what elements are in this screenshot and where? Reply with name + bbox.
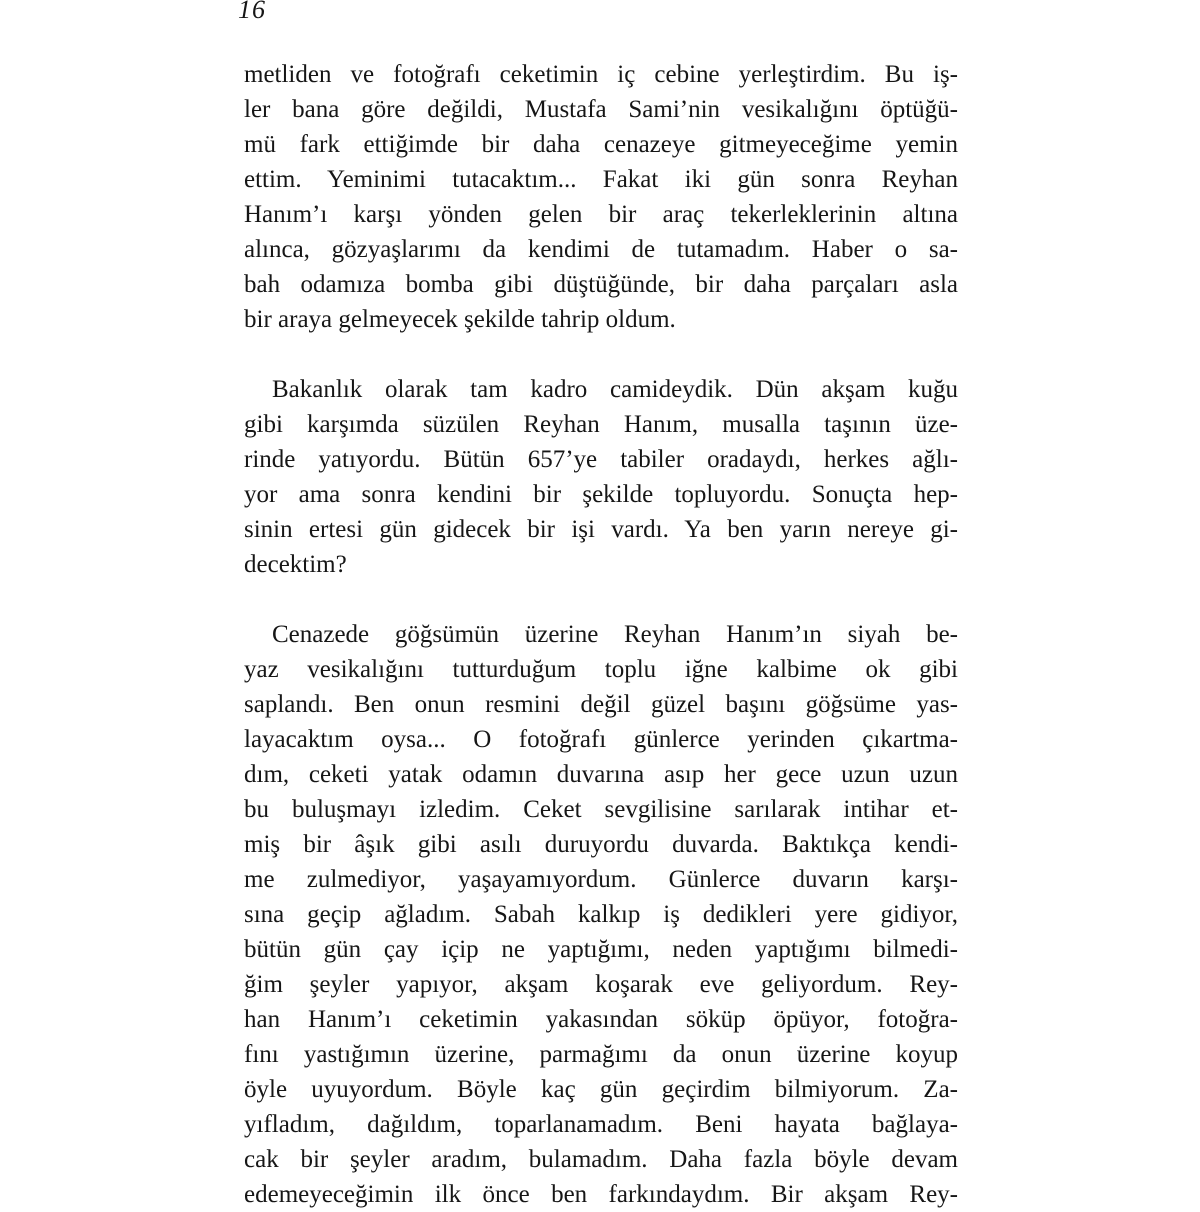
text-line: sına geçip ağladım. Sabah kalkıp iş dedikleri yere gidiyor,	[244, 901, 958, 928]
paragraph	[244, 372, 958, 582]
text-line: yıfladım, dağıldım, toparlanamadım. Beni hayata bağlaya-	[244, 1111, 958, 1138]
text-line: ettim. Yeminimi tutacaktım... Fakat iki gün sonra Reyhan	[244, 166, 958, 193]
text-line: saplandı. Ben onun resmini değil güzel başını göğsüme yas-	[244, 691, 958, 718]
text-line: fını yastığımın üzerine, parmağımı da onun üzerine koyup	[244, 1041, 958, 1068]
text-line: yor ama sonra kendini bir şekilde topluyordu. Sonuçta hep-	[244, 481, 958, 508]
text-line: bir araya gelmeyecek şekilde tahrip oldum.	[244, 306, 676, 333]
text-line: Hanım’ı karşı yönden gelen bir araç tekerleklerinin altına	[244, 201, 958, 228]
text-line: bütün gün çay içip ne yaptığımı, neden yaptığımı bilmedi-	[244, 936, 958, 963]
text-line: me zulmediyor, yaşayamıyordum. Günlerce duvarın karşı-	[244, 866, 958, 893]
text-line: bah odamıza bomba gibi düştüğünde, bir daha parçaları asla	[244, 271, 958, 298]
text-line: alınca, gözyaşlarımı da kendimi de tutamadım. Haber o sa-	[244, 236, 958, 263]
text-line: mü fark ettiğimde bir daha cenazeye gitmeyeceğime yemin	[244, 131, 958, 158]
paragraph	[244, 57, 958, 337]
text-line: han Hanım’ı ceketimin yakasından söküp öpüyor, fotoğra-	[244, 1006, 958, 1033]
text-line: dım, ceketi yatak odamın duvarına asıp her gece uzun uzun	[244, 761, 958, 788]
text-line: decektim?	[244, 551, 347, 578]
text-line: Cenazede göğsümün üzerine Reyhan Hanım’ın siyah be-	[272, 621, 958, 648]
text-line: rinde yatıyordu. Bütün 657’ye tabiler oradaydı, herkes ağlı-	[244, 446, 958, 473]
text-line: sinin ertesi gün gidecek bir işi vardı. Ya ben yarın nereye gi-	[244, 516, 958, 543]
page-number: 16	[238, 0, 266, 24]
text-line: ler bana göre değildi, Mustafa Sami’nin vesikalığını öptüğü-	[244, 96, 958, 123]
text-line: edemeyeceğimin ilk önce ben farkındaydım. Bir akşam Rey-	[244, 1181, 958, 1208]
text-line: layacaktım oysa... O fotoğrafı günlerce yerinden çıkartma-	[244, 726, 958, 753]
paragraph	[244, 617, 958, 1212]
text-line: gibi karşımda süzülen Reyhan Hanım, musalla taşının üze-	[244, 411, 958, 438]
text-line: Bakanlık olarak tam kadro camideydik. Dün akşam kuğu	[272, 376, 958, 403]
text-line: miş bir âşık gibi asılı duruyordu duvarda. Baktıkça kendi-	[244, 831, 958, 858]
text-line: ğim şeyler yapıyor, akşam koşarak eve geliyordum. Rey-	[244, 971, 958, 998]
text-block	[244, 57, 958, 1212]
text-line: metliden ve fotoğrafı ceketimin iç cebine yerleştirdim. Bu iş-	[244, 61, 958, 88]
text-line: bu buluşmayı izledim. Ceket sevgilisine sarılarak intihar et-	[244, 796, 958, 823]
text-line: öyle uyuyordum. Böyle kaç gün geçirdim bilmiyorum. Za-	[244, 1076, 958, 1103]
text-line: yaz vesikalığını tutturduğum toplu iğne kalbime ok gibi	[244, 656, 958, 683]
text-line: cak bir şeyler aradım, bulamadım. Daha fazla böyle devam	[244, 1146, 958, 1173]
